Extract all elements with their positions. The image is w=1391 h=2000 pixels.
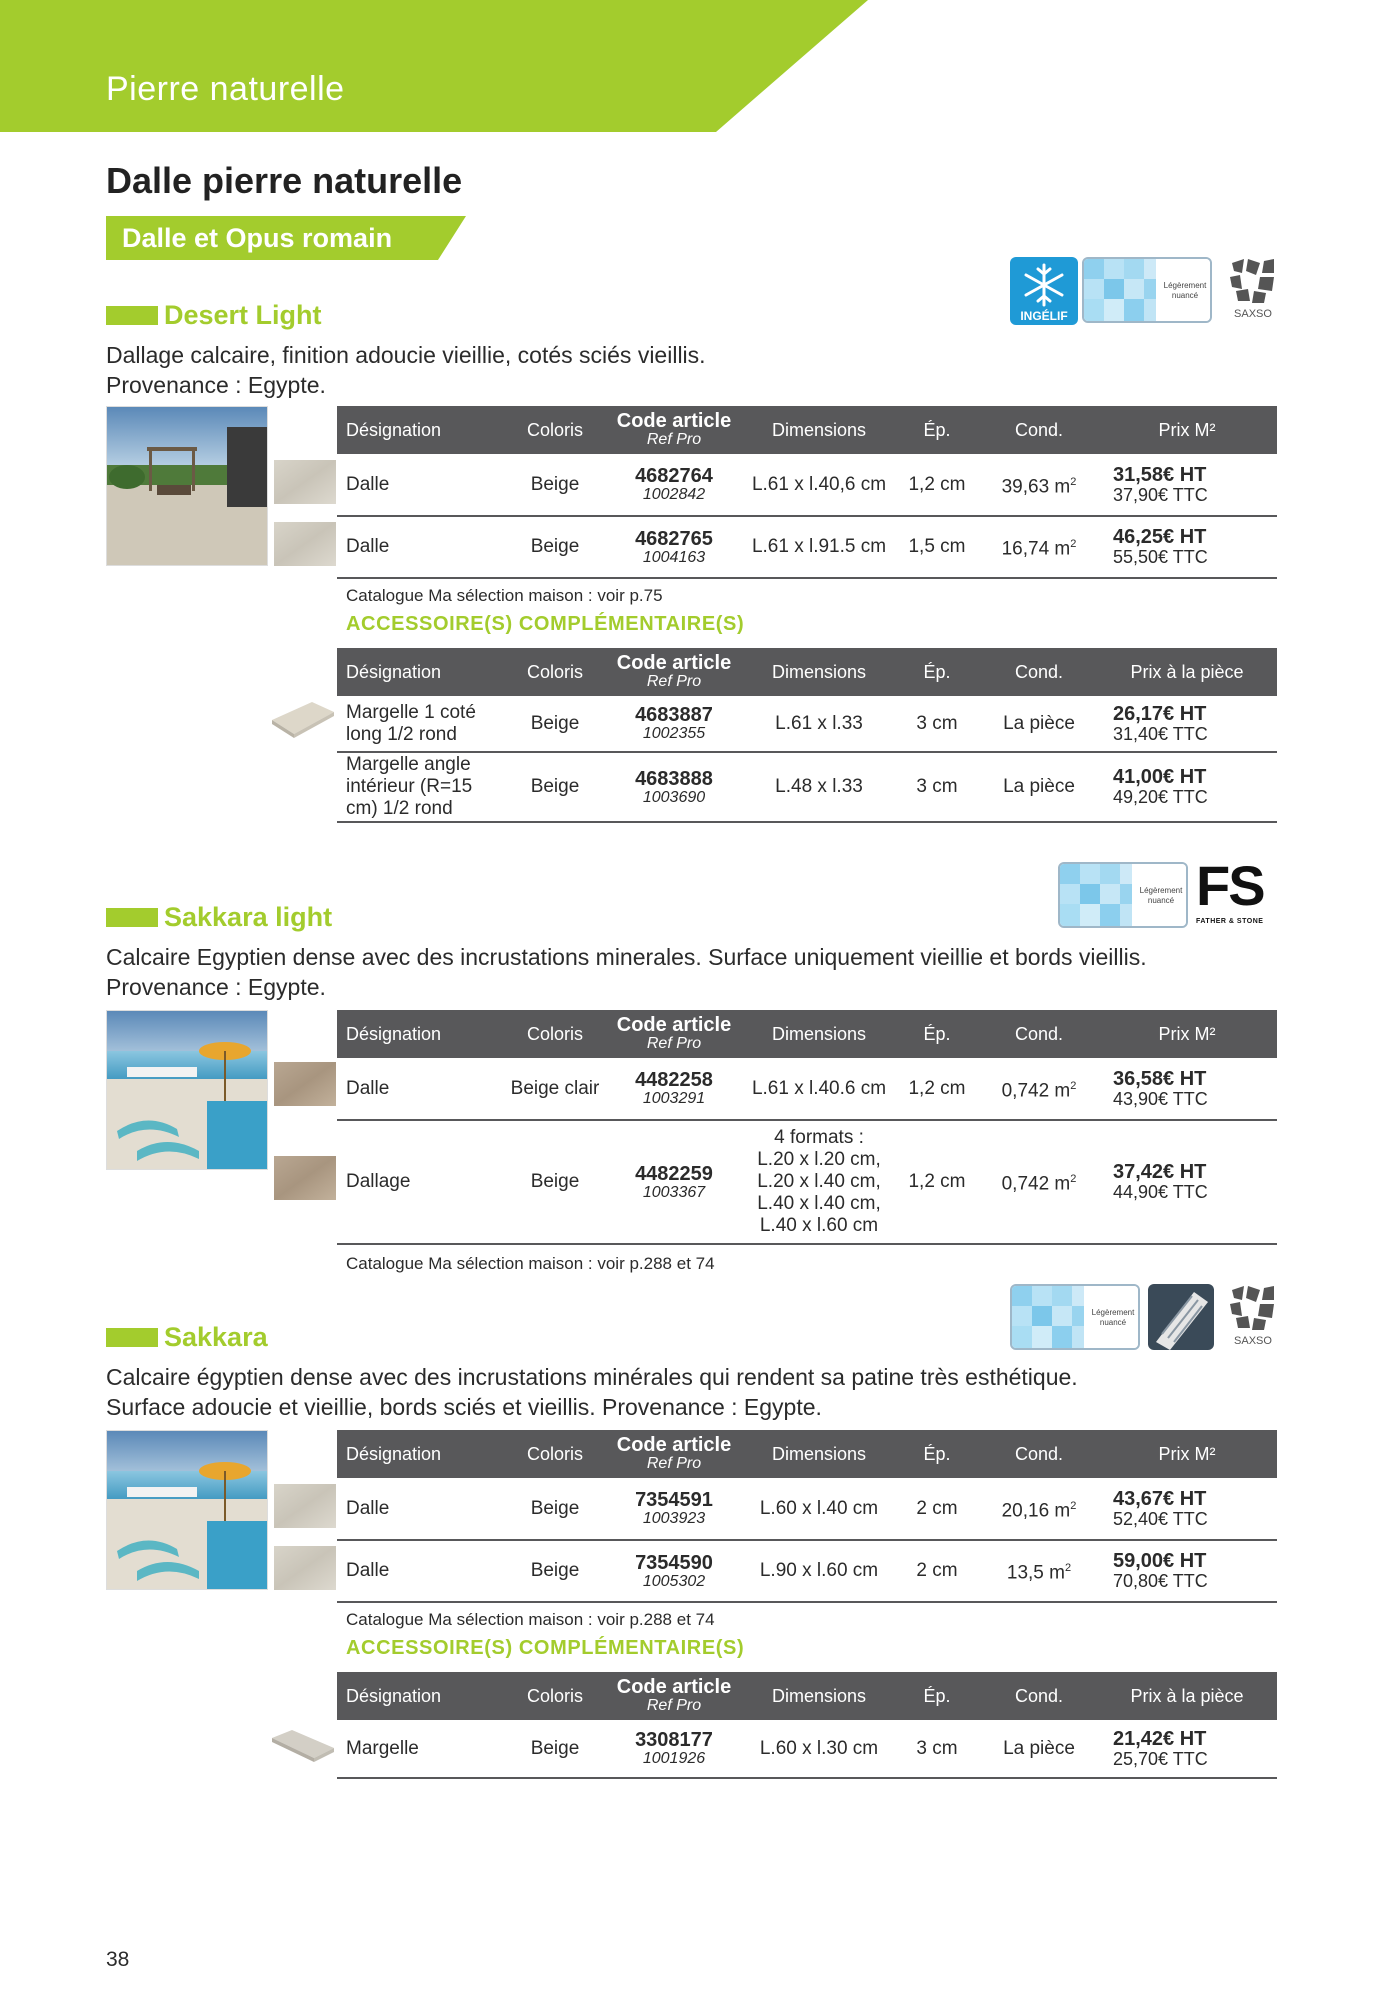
svg-text:SAXSO: SAXSO [1234,1335,1272,1347]
cell-designation: Dalle [337,516,507,578]
sakkara-light-photo [106,1010,268,1170]
sakkara-light-swatch-2 [274,1156,336,1200]
sakkara-catalogue-note: Catalogue Ma sélection maison : voir p.288 et 74 [346,1610,715,1629]
cell-designation: Dalle [337,1058,507,1120]
table-header-row [337,648,1277,696]
sakkara-description [106,1362,1286,1422]
col-prix: Prix M² [1097,406,1277,454]
cell-price: 36,58€ HT 43,90€ TTC [1097,1058,1277,1120]
sakkara-light-description [106,942,1286,1002]
col-cond: Cond. [981,1672,1097,1720]
cell-price: 26,17€ HT 31,40€ TTC [1097,696,1277,752]
table-row [337,1058,1277,1120]
col-designation: Désignation [337,1672,507,1720]
nuance-label: Légèrement nuancé [1139,886,1183,905]
cell-ep: 2 cm [893,1478,981,1540]
svg-text:INGÉLIF: INGÉLIF [1020,309,1068,323]
cell-dimensions: L.61 x l.33 [745,696,893,752]
cell-ep: 3 cm [893,696,981,752]
desert-light-description [106,340,1286,400]
cell-dimensions: 4 formats : L.20 x l.20 cm, L.20 x l.40 cm, L.40 x l.40 cm, L.40 x l.60 cm [745,1120,893,1244]
table-row [337,696,1277,752]
desert-accessories-table [337,648,1277,823]
section-title: Pierre naturelle [106,70,345,108]
cell-code: 4682764 1002842 [603,454,745,516]
cell-ep: 3 cm [893,1720,981,1778]
desert-light-heading [106,300,322,331]
cell-ep: 2 cm [893,1540,981,1602]
saxso-icon [1228,1284,1278,1350]
cell-coloris: Beige [507,696,603,752]
subtitle: Dalle et Opus romain [122,223,393,253]
cell-ep: 1,2 cm [893,1058,981,1120]
cell-cond: 13,5 $m^2$ [981,1540,1097,1602]
cell-code: 7354590 1005302 [603,1540,745,1602]
cell-code: 4482258 1003291 [603,1058,745,1120]
cell-coloris: Beige [507,516,603,578]
cell-designation: Margelle 1 coté long 1/2 rond [337,696,507,752]
cell-designation: Margelle angle intérieur (R=15 cm) 1/2 rond [337,752,507,822]
cell-cond: 39,63 $m^2$ [981,454,1097,516]
sakkara-title: Sakkara [164,1322,268,1352]
col-prix: Prix à la pièce [1097,648,1277,696]
sakkara-light-desc-line2: Provenance : Egypte. [106,974,326,1000]
table-row [337,1720,1277,1778]
cell-cond: La pièce [981,1720,1097,1778]
cell-coloris: Beige [507,752,603,822]
cell-designation: Margelle [337,1720,507,1778]
cell-price: 46,25€ HT 55,50€ TTC [1097,516,1277,578]
saxso-icon [1228,257,1278,323]
cell-designation: Dalle [337,454,507,516]
col-ep: Ép. [893,1672,981,1720]
cell-code: 7354591 1003923 [603,1478,745,1540]
cell-coloris: Beige [507,1478,603,1540]
fs-logo-text: FS [1196,854,1264,917]
sakkara-desc-line1: Calcaire égyptien dense avec des incrustations minérales qui rendent sa patine très esthétique. [106,1364,1078,1390]
col-code: Code article Ref Pro [603,648,745,696]
header-banner [0,0,880,132]
sakkara-accessories-table [337,1672,1277,1779]
nuance-label: Légèrement nuancé [1163,281,1207,300]
col-cond: Cond. [981,1430,1097,1478]
cell-price: 31,58€ HT 37,90€ TTC [1097,454,1277,516]
table-row [337,516,1277,578]
cell-coloris: Beige [507,1120,603,1244]
table-header-row [337,1672,1277,1720]
cell-code: 4683887 1002355 [603,696,745,752]
cell-code: 4682765 1004163 [603,516,745,578]
cell-code: 3308177 1001926 [603,1720,745,1778]
cell-dimensions: L.61 x l.91.5 cm [745,516,893,578]
subtitle-bar [106,216,466,260]
desert-desc-line2: Provenance : Egypte. [106,372,326,398]
desert-swatch-2 [274,522,336,566]
desert-light-photo [106,406,268,566]
cell-designation: Dalle [337,1478,507,1540]
sakkara-swatch-2 [274,1546,336,1590]
sakkara-light-title: Sakkara light [164,902,333,932]
table-row [337,1478,1277,1540]
cell-dimensions: L.60 x l.40 cm [745,1478,893,1540]
sakkara-accessories-label: ACCESSOIRE(S) COMPLÉMENTAIRE(S) [346,1637,745,1659]
ingelif-badge [1010,257,1078,330]
cell-dimensions: L.61 x l.40.6 cm [745,1058,893,1120]
nuance-label: Légèrement nuancé [1091,1308,1135,1327]
cell-designation: Dallage [337,1120,507,1244]
desert-accessories-label: ACCESSOIRE(S) COMPLÉMENTAIRE(S) [346,613,745,635]
sakkara-light-catalogue-note: Catalogue Ma sélection maison : voir p.288 et 74 [346,1254,715,1273]
cell-designation: Dalle [337,1540,507,1602]
col-designation: Désignation [337,648,507,696]
cell-price: 21,42€ HT 25,70€ TTC [1097,1720,1277,1778]
sakkara-light-heading [106,902,332,933]
col-prix: Prix M² [1097,1430,1277,1478]
col-ep: Ép. [893,1010,981,1058]
terrace-photo [107,407,268,566]
cell-coloris: Beige [507,1540,603,1602]
cell-price: 37,42€ HT 44,90€ TTC [1097,1120,1277,1244]
page-number: 38 [106,1948,130,1971]
cell-ep: 1,2 cm [893,454,981,516]
cell-cond: La pièce [981,696,1097,752]
col-cond: Cond. [981,406,1097,454]
margelle-icon [270,1726,336,1766]
nuance-badge [1058,862,1188,928]
cell-cond: 20,16 $m^2$ [981,1478,1097,1540]
table-row [337,1540,1277,1602]
sakkara-light-table [337,1010,1277,1245]
fs-logo [1196,854,1274,932]
col-dimensions: Dimensions [745,1430,893,1478]
snowflake-icon [1010,257,1078,325]
cell-code: 4683888 1003690 [603,752,745,822]
col-code: Code article Ref Pro [603,1010,745,1058]
desert-light-table [337,406,1277,579]
table-row [337,454,1277,516]
table-row [337,1120,1277,1244]
col-dimensions: Dimensions [745,406,893,454]
col-coloris: Coloris [507,1010,603,1058]
col-code: Code article Ref Pro [603,1672,745,1720]
cell-dimensions: L.90 x l.60 cm [745,1540,893,1602]
sakkara-heading [106,1322,268,1353]
col-prix: Prix à la pièce [1097,1672,1277,1720]
col-ep: Ép. [893,1430,981,1478]
cell-dimensions: L.61 x l.40,6 cm [745,454,893,516]
page-title: Dalle pierre naturelle [106,160,463,201]
sakkara-light-desc-line1: Calcaire Egyptien dense avec des incrustations minerales. Surface uniquement vieillie et bords vieillis. [106,944,1147,970]
heading-marker [106,306,158,325]
cell-cond: La pièce [981,752,1097,822]
heading-marker [106,908,158,927]
table-header-row [337,1430,1277,1478]
nuance-badge [1082,257,1212,323]
cell-dimensions: L.48 x l.33 [745,752,893,822]
table-header-row [337,1010,1277,1058]
col-dimensions: Dimensions [745,648,893,696]
col-designation: Désignation [337,406,507,454]
col-designation: Désignation [337,1010,507,1058]
col-designation: Désignation [337,1430,507,1478]
aged-edge-icon [1148,1284,1214,1350]
sakkara-table [337,1430,1277,1603]
cell-ep: 3 cm [893,752,981,822]
table-row [337,752,1277,822]
desert-desc-line1: Dallage calcaire, finition adoucie vieillie, cotés sciés vieillis. [106,342,706,368]
sakkara-swatch-1 [274,1484,336,1528]
col-cond: Cond. [981,648,1097,696]
col-coloris: Coloris [507,1672,603,1720]
cell-price: 41,00€ HT 49,20€ TTC [1097,752,1277,822]
svg-text:SAXSO: SAXSO [1234,308,1272,320]
col-ep: Ép. [893,406,981,454]
aged-edge-badge [1148,1284,1214,1355]
cell-coloris: Beige clair [507,1058,603,1120]
cell-dimensions: L.60 x l.30 cm [745,1720,893,1778]
col-dimensions: Dimensions [745,1672,893,1720]
nuance-badge [1010,1284,1140,1350]
col-code: Code article Ref Pro [603,406,745,454]
col-ep: Ép. [893,648,981,696]
cell-code: 4482259 1003367 [603,1120,745,1244]
table-header-row [337,406,1277,454]
cell-cond: 0,742 $m^2$ [981,1120,1097,1244]
saxso-logo [1228,1284,1278,1355]
pool-photo [107,1431,268,1590]
pool-photo [107,1011,268,1170]
col-coloris: Coloris [507,648,603,696]
desert-swatch-1 [274,460,336,504]
col-coloris: Coloris [507,406,603,454]
col-prix: Prix M² [1097,1010,1277,1058]
cell-ep: 1,2 cm [893,1120,981,1244]
cell-price: 59,00€ HT 70,80€ TTC [1097,1540,1277,1602]
col-coloris: Coloris [507,1430,603,1478]
sakkara-desc-line2: Surface adoucie et vieillie, bords sciés et vieillis. Provenance : Egypte. [106,1394,822,1420]
saxso-logo [1228,257,1278,328]
cell-ep: 1,5 cm [893,516,981,578]
margelle-icon [270,694,336,740]
sakkara-photo [106,1430,268,1590]
cell-price: 43,67€ HT 52,40€ TTC [1097,1478,1277,1540]
sakkara-light-swatch-1 [274,1062,336,1106]
cell-cond: 0,742 $m^2$ [981,1058,1097,1120]
desert-light-title: Desert Light [164,300,322,330]
col-dimensions: Dimensions [745,1010,893,1058]
desert-catalogue-note: Catalogue Ma sélection maison : voir p.75 [346,586,663,605]
cell-coloris: Beige [507,1720,603,1778]
col-code: Code article Ref Pro [603,1430,745,1478]
banner-shape [0,0,880,132]
col-cond: Cond. [981,1010,1097,1058]
fs-logo-sub: FATHER & STONE [1196,918,1264,925]
heading-marker [106,1328,158,1347]
cell-coloris: Beige [507,454,603,516]
cell-cond: 16,74 $m^2$ [981,516,1097,578]
